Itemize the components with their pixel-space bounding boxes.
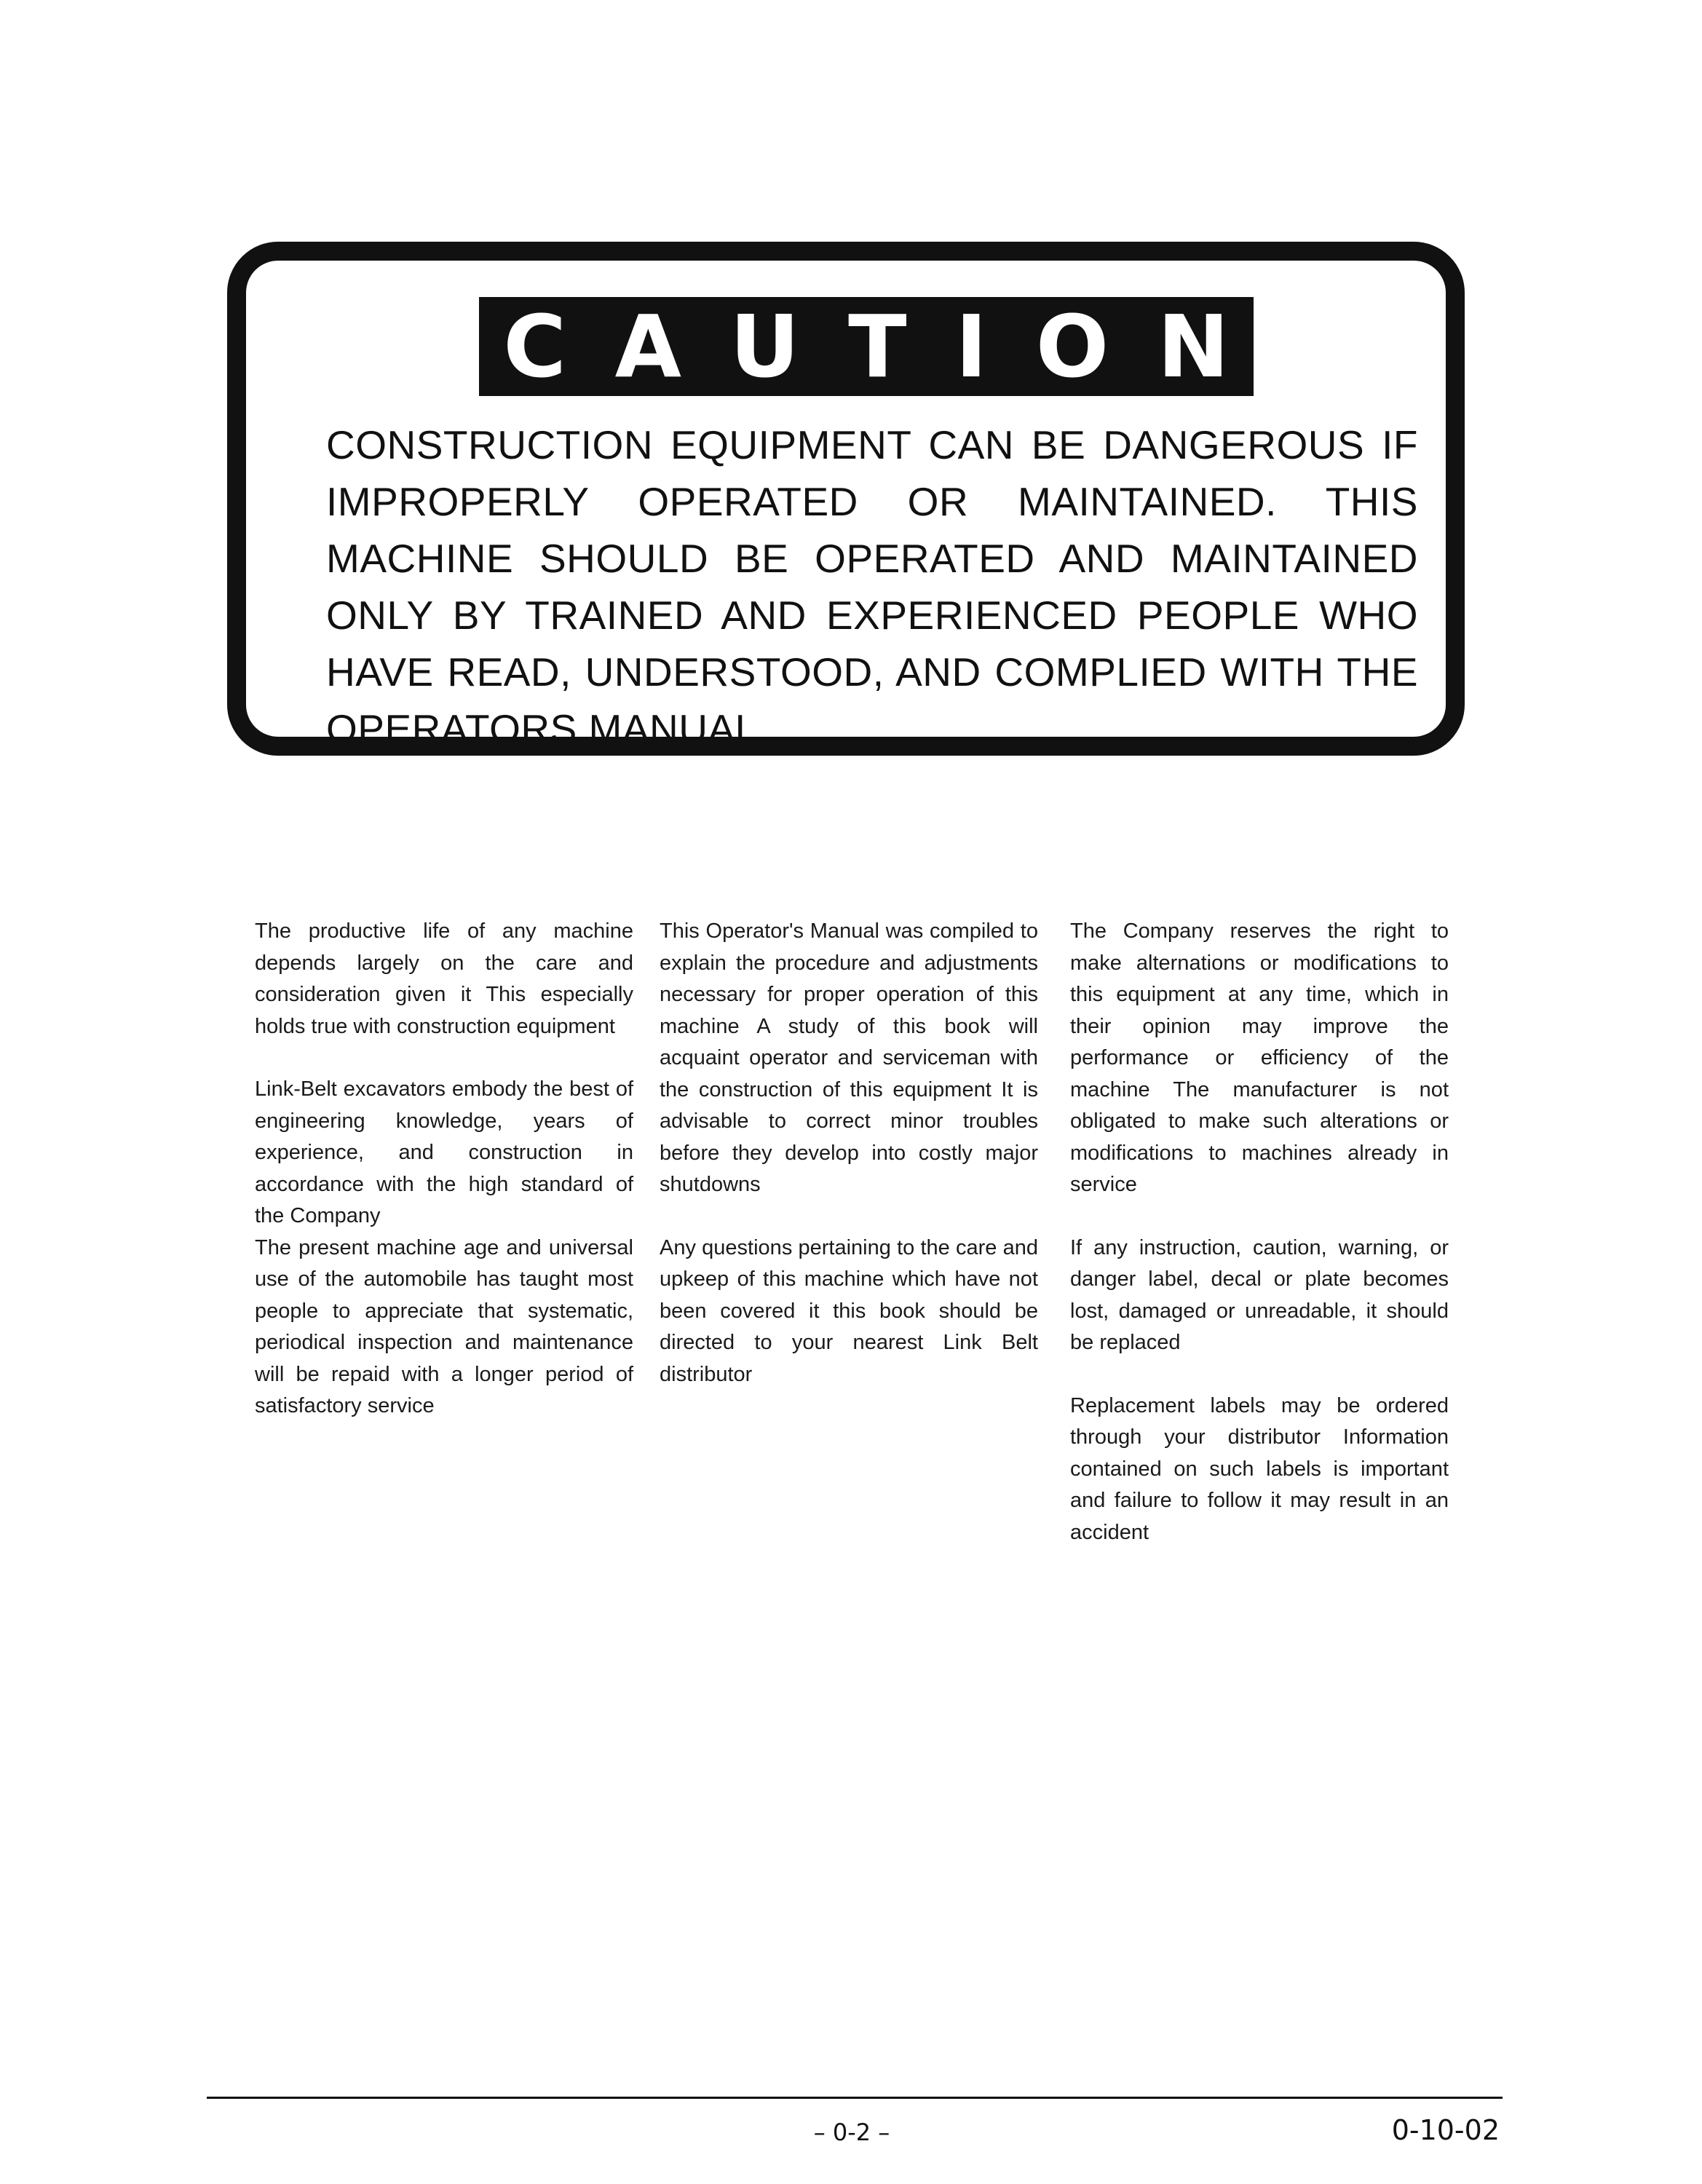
page-number: – 0-2 – [813,2118,890,2146]
caution-letter: I [955,296,988,397]
paragraph: The present machine age and universal use of the automobile has taught most people to appreciate that systematic, periodical inspection and maintenance will be repaid with a longer period of satisfactory service [255,1235,633,1417]
paragraph: Replacement labels may be ordered through your distributor Information contained on such labels is important and failure to follow it may result in an accident [1070,1393,1449,1544]
paragraph: This Operator's Manual was compiled to explain the procedure and adjustments necessary for proper operation of this machine A study of this book will acquaint operator and serviceman with the construction of this equipment It is advisable to correct minor troubles before they develop into costly major shutdowns [660,919,1038,1196]
caution-message: CONSTRUCTION EQUIPMENT CAN BE DANGEROUS IF IMPROPERLY OPERATED OR MAINTAINED. THIS MACHINE SHOULD BE OPERATED AND MAINTAINED ONLY BY TRAINED AND EXPERIENCED PEOPLE WHO HAVE READ, UNDERSTOOD, AND COMPLIED WITH THE OPERATORS MANUAL. [326,422,1418,751]
column-1 [255,916,633,1423]
caution-banner [479,297,1254,396]
caution-letter: N [1157,296,1230,397]
caution-label [227,242,1465,756]
caution-letter: O [1035,296,1109,397]
column-3 [1070,916,1449,1548]
paragraph: The Company reserves the right to make alternations or modifications to this equipment at any time, which in their opinion may improve the performance or efficiency of the machine The manufacturer is not obligated to make such alterations or modifications to machines already in service [1070,919,1449,1196]
paragraph: Any questions pertaining to the care and upkeep of this machine which have not been covered it this book should be directed to your nearest Link Belt distributor [660,1235,1038,1386]
caution-letter: U [729,296,800,397]
caution-letter: T [848,296,907,397]
paragraph: Link-Belt excavators embody the best of engineering knowledge, years of experience, and construction in accordance with the high standard of the Company [255,1077,633,1227]
column-2 [660,916,1038,1390]
paragraph: If any instruction, caution, warning, or danger label, decal or plate becomes lost, damaged or unreadable, it should be replaced [1070,1235,1449,1354]
caution-letter: C [503,296,566,397]
footer-divider [207,2097,1503,2099]
paragraph: The productive life of any machine depends largely on the care and consideration given it This especially holds true with construction equipment [255,919,633,1038]
document-code: 0-10-02 [1391,2114,1500,2146]
caution-letter: A [614,296,681,397]
